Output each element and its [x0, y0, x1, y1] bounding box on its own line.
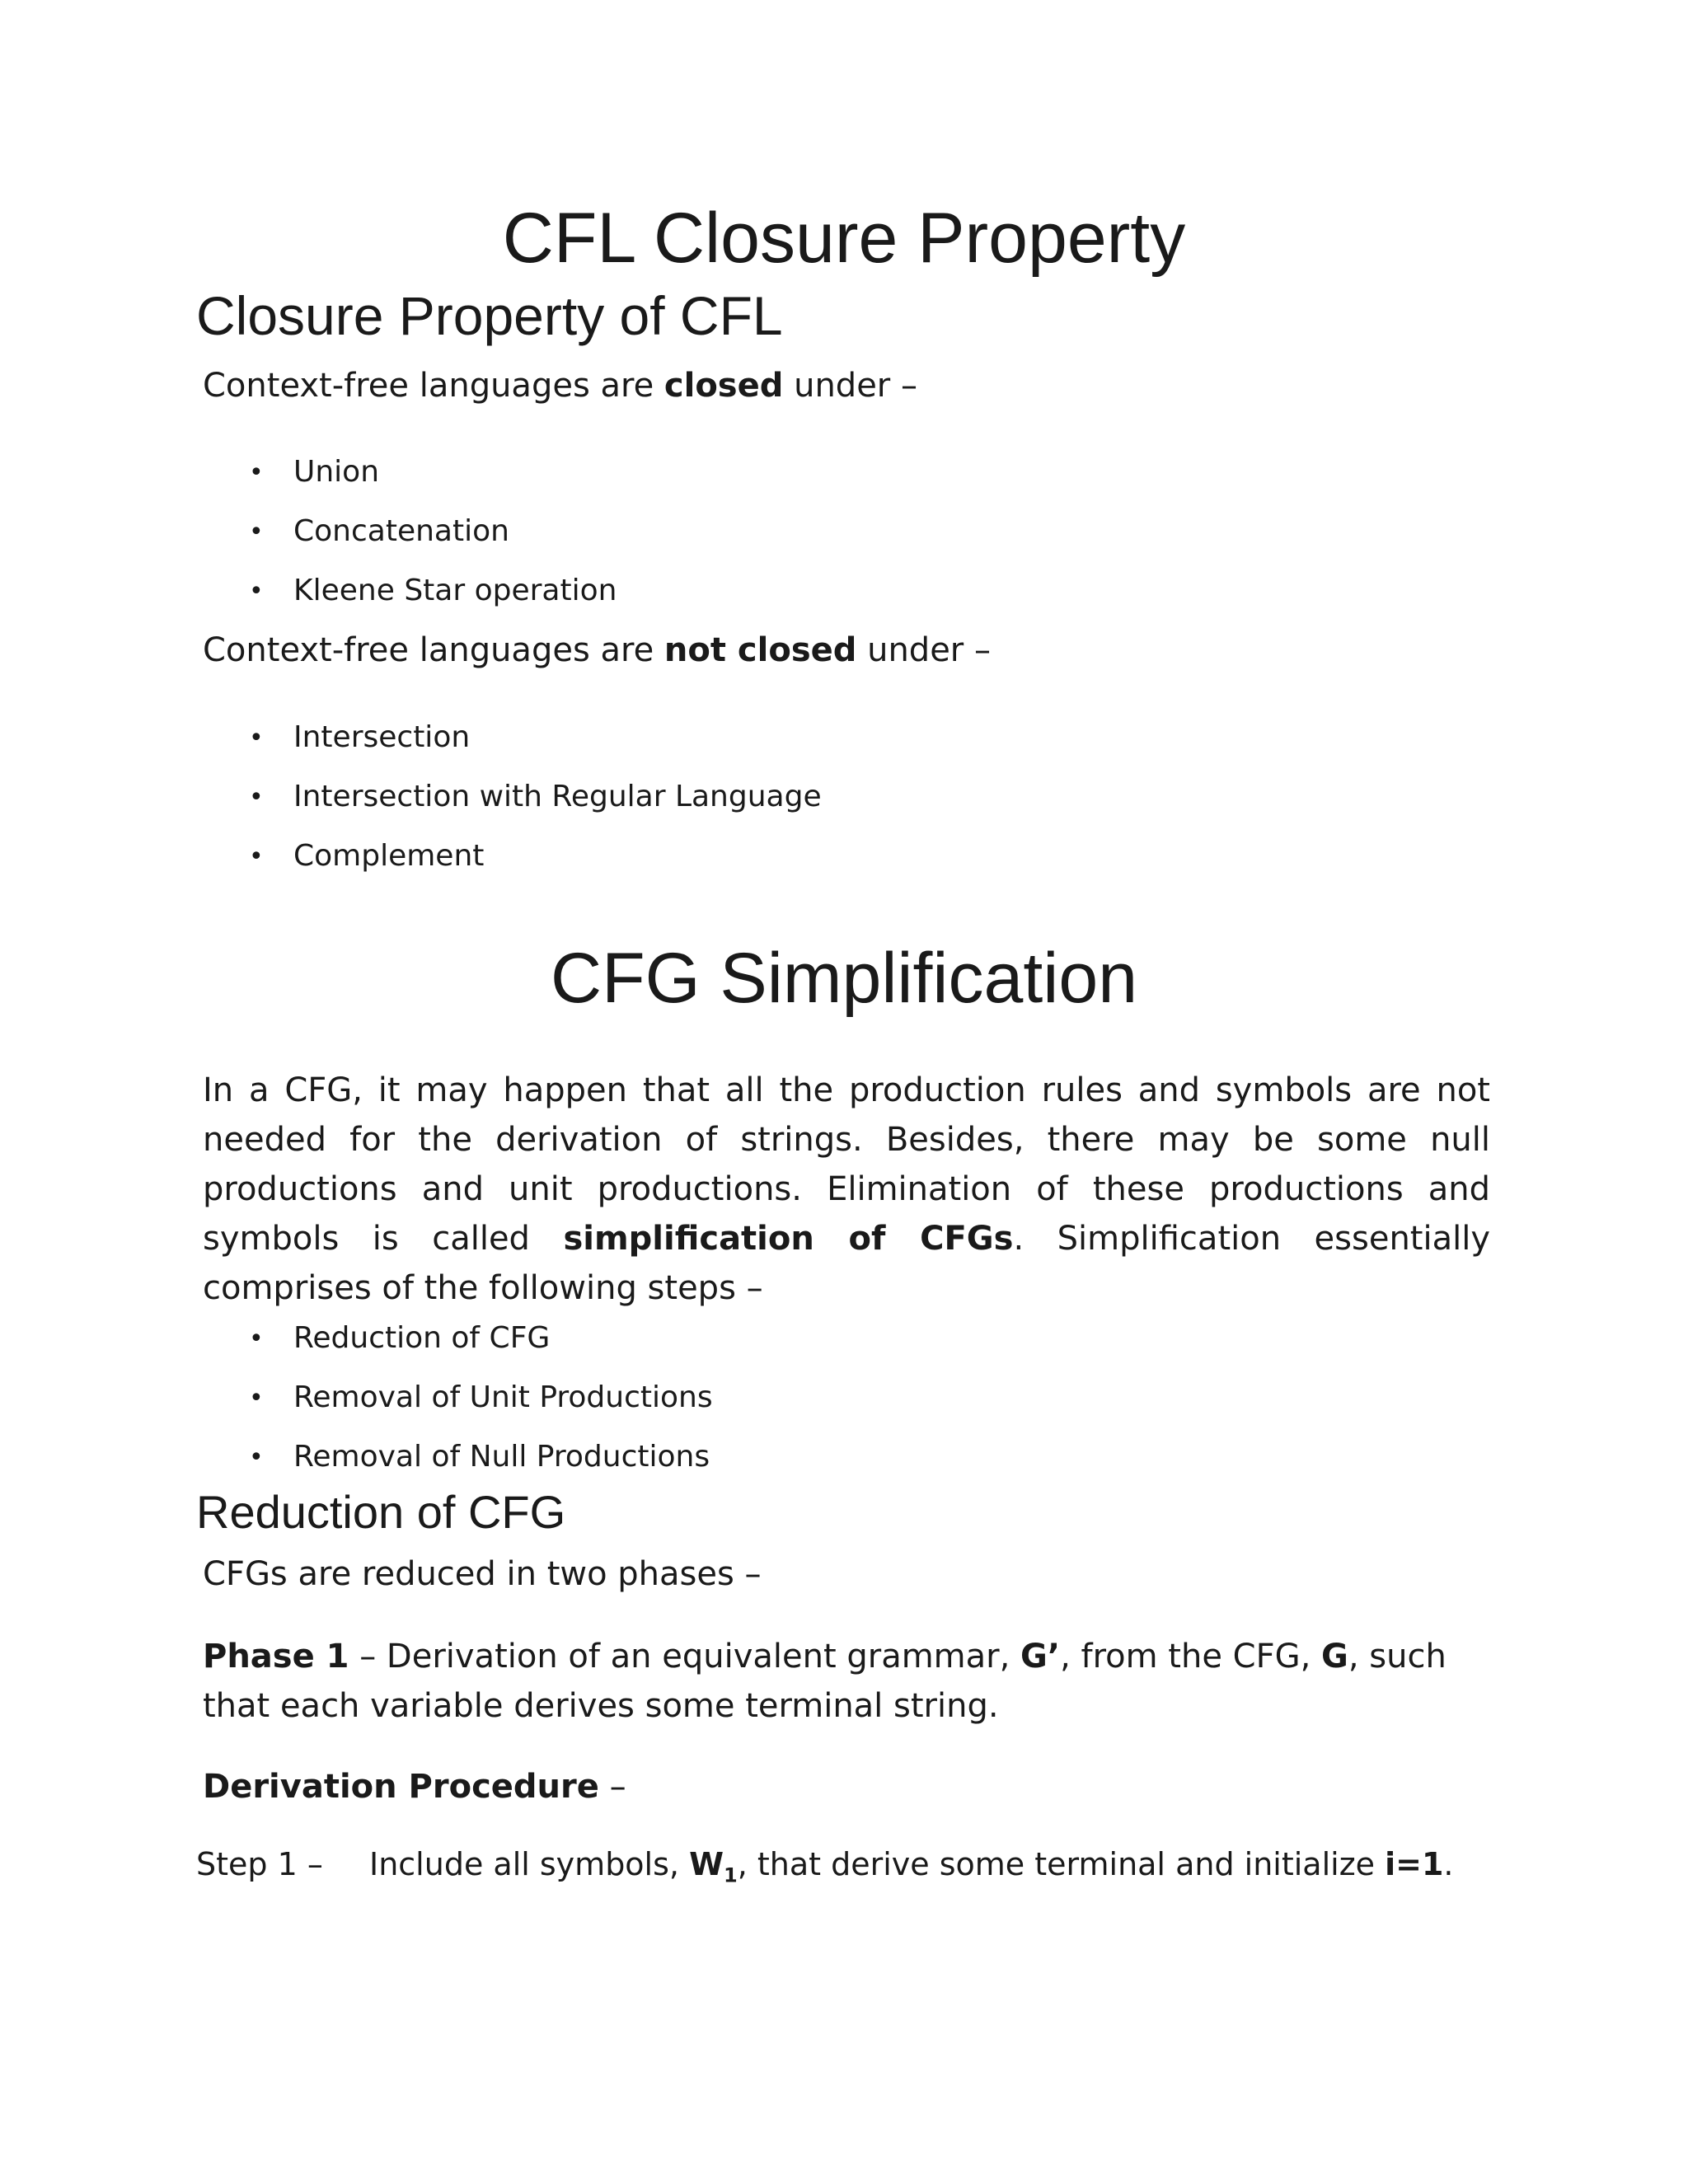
step1-label: Step 1 –: [196, 1846, 323, 1882]
bullet: •: [249, 842, 264, 871]
bullet: •: [249, 458, 264, 487]
bullet: •: [249, 1443, 264, 1472]
page-title: CFL Closure Property: [502, 199, 1186, 278]
simplification-title: CFG Simplification: [550, 939, 1138, 1018]
bullet: •: [249, 1324, 264, 1353]
list-item: Complement: [293, 839, 485, 873]
phase1-line2: that each variable derives some terminal string.: [203, 1687, 999, 1725]
list-item: Kleene Star operation: [293, 574, 617, 607]
list-item: Removal of Null Productions: [293, 1440, 710, 1474]
closure-subtitle: Closure Property of CFL: [196, 285, 783, 346]
reduction-title: Reduction of CFG: [196, 1486, 566, 1538]
not-closed-intro: Context-free languages are not closed under –: [203, 631, 991, 669]
bullet: •: [249, 783, 264, 812]
list-item: Reduction of CFG: [293, 1321, 551, 1355]
step1-text: Include all symbols, $W_1$, that derive some terminal and initialize i=1.: [369, 1846, 1454, 1887]
list-item: Union: [293, 455, 380, 489]
closed-intro: Context-free languages are closed under –: [203, 367, 917, 405]
list-item: Intersection: [293, 720, 471, 754]
derivation-procedure-heading: Derivation Procedure –: [203, 1768, 626, 1806]
list-item: Removal of Unit Productions: [293, 1380, 713, 1414]
list-item: Intersection with Regular Language: [293, 780, 822, 813]
bullet: •: [249, 724, 264, 752]
bullet: •: [249, 1384, 264, 1413]
bullet: •: [249, 518, 264, 546]
simplification-paragraph: In a CFG, it may happen that all the production rules and symbols are not needed for the derivation of strings. Besides, there may be some null productions and unit productions. Elimination of these productions and symbols is called simplification of CFGs. Simplification essentially comprises of the following steps –: [203, 1071, 1491, 1307]
phase1-line1: Phase 1 – Derivation of an equivalent grammar, G’, from the CFG, G, such: [203, 1638, 1447, 1675]
list-item: Concatenation: [293, 514, 509, 548]
bullet: •: [249, 577, 264, 606]
reduction-intro: CFGs are reduced in two phases –: [203, 1555, 762, 1593]
